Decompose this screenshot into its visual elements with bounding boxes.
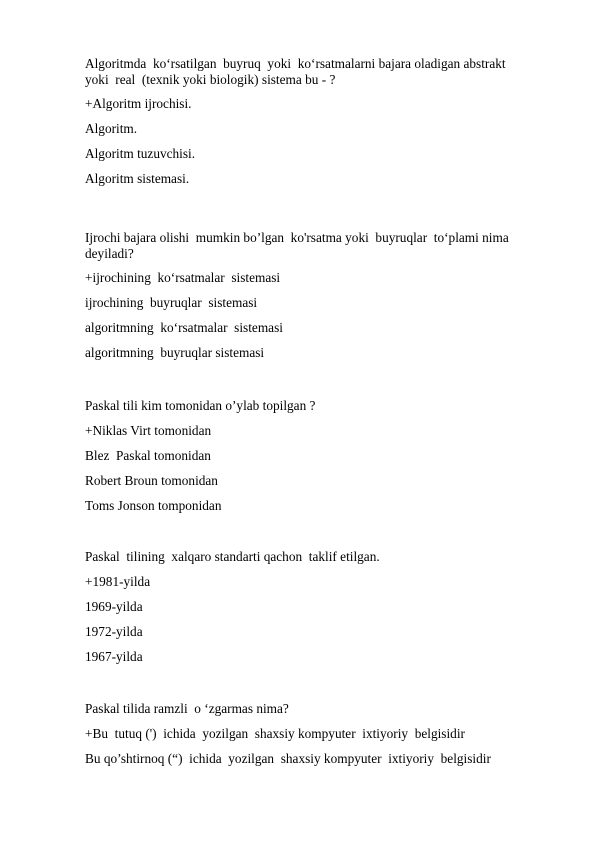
answer-option: ijrochining buyruqlar sistemasi <box>85 295 258 310</box>
answer-option: Toms Jonson tomponidan <box>85 498 222 513</box>
question-text: Paskal tilida ramzli o ‘zgarmas nima? <box>85 701 289 716</box>
answer-option-correct: +Niklas Virt tomonidan <box>85 423 212 438</box>
question-3 <box>85 398 525 514</box>
answer-option-correct: +Algoritm ijrochisi. <box>85 96 192 111</box>
question-text: Ijrochi bajara olishi mumkin bo’lgan ko'rsatma yoki buyruqlar to‘plami nima deyiladi? <box>85 230 513 261</box>
question-4 <box>85 549 525 665</box>
answer-option: algoritmning ko‘rsatmalar sistemasi <box>85 320 283 335</box>
question-5 <box>85 701 525 767</box>
answer-option: Algoritm sistemasi. <box>85 171 190 186</box>
answer-option-correct: +1981-yilda <box>85 574 151 589</box>
answer-option-correct: +ijrochining ko‘rsatmalar sistemasi <box>85 270 281 285</box>
answer-option: 1969-yilda <box>85 599 143 614</box>
answer-option: Algoritm. <box>85 121 138 136</box>
answer-option-correct: +Bu tutuq (') ichida yozilgan shaxsiy kompyuter ixtiyoriy belgisidir <box>85 726 465 741</box>
question-1 <box>85 56 525 187</box>
answer-option: algoritmning buyruqlar sistemasi <box>85 345 265 360</box>
answer-option: Bu qo’shtirnoq (“) ichida yozilgan shaxsiy kompyuter ixtiyoriy belgisidir <box>85 751 491 766</box>
answer-option: Algoritm tuzuvchisi. <box>85 146 196 161</box>
answer-option: Robert Broun tomonidan <box>85 473 218 488</box>
question-text: Paskal tilining xalqaro standarti qachon taklif etilgan. <box>85 549 380 564</box>
answer-option: Blez Paskal tomonidan <box>85 448 211 463</box>
answer-option: 1972-yilda <box>85 624 143 639</box>
question-2 <box>85 230 525 361</box>
question-text: Algoritmda ko‘rsatilgan buyruq yoki ko‘rsatmalarni bajara oladigan abstrakt yoki real (texnik yoki biologik) sistema bu - ? <box>85 56 509 87</box>
answer-option: 1967-yilda <box>85 649 143 664</box>
question-text: Paskal tili kim tomonidan o’ylab topilgan ? <box>85 398 316 413</box>
